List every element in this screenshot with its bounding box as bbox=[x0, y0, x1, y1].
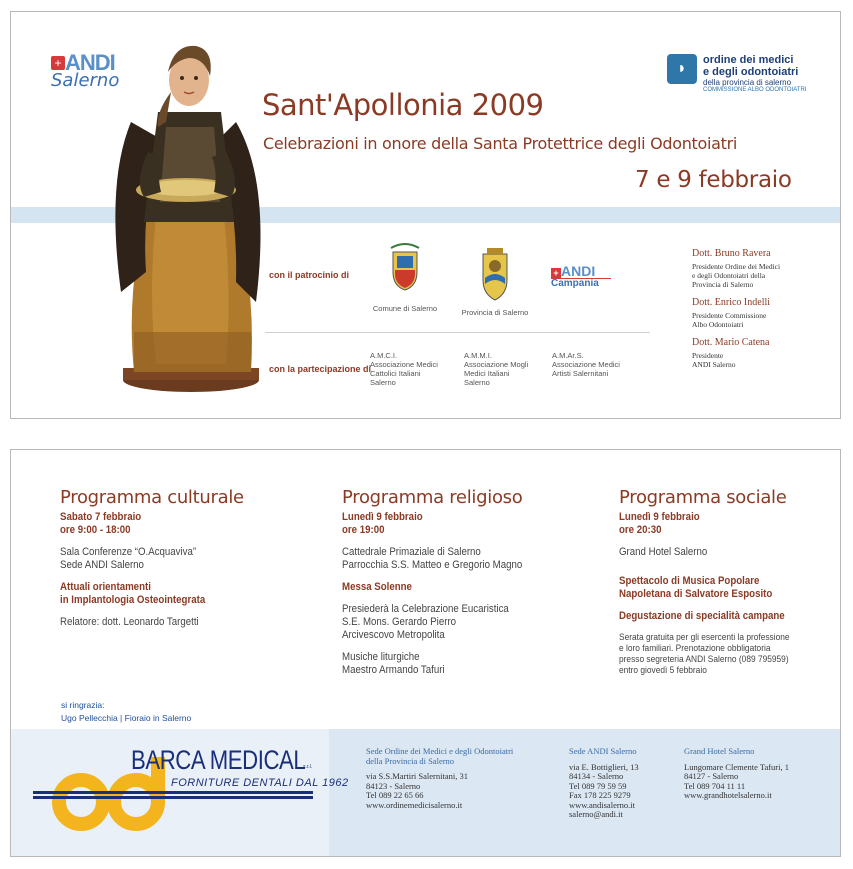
program-music: Maestro Armando Tafuri bbox=[342, 664, 445, 676]
program-cultural bbox=[60, 487, 244, 629]
signer-name: Dott. Mario Catena bbox=[692, 337, 770, 348]
address-line: Tel 089 79 59 59 bbox=[569, 780, 627, 791]
sponsor-stripes bbox=[33, 791, 313, 805]
provincia-salerno-name: Provincia di Salerno bbox=[461, 308, 529, 317]
program-presider: Arcivescovo Metropolita bbox=[342, 629, 445, 641]
divider-line bbox=[265, 332, 650, 333]
address-link[interactable]: www.andisalerno.it bbox=[569, 799, 636, 810]
andi-logo-city: Salerno bbox=[51, 70, 120, 91]
cross-icon: + bbox=[51, 56, 65, 70]
program-day: Lunedì 9 febbraio bbox=[342, 511, 423, 523]
comune-salerno-logo bbox=[365, 242, 445, 313]
program-time: ore 19:00 bbox=[342, 524, 385, 536]
andi-campania-logo bbox=[551, 264, 611, 294]
sponsor-suffix: s.r.l. bbox=[303, 764, 313, 770]
assoc-ammi-line: A.M.M.I. bbox=[464, 351, 492, 360]
ordine-medici-logo bbox=[667, 52, 837, 96]
address-link[interactable]: www.ordinemedicisalerno.it bbox=[366, 799, 463, 810]
andi-campania-brand: ANDI bbox=[561, 263, 596, 279]
program-speaker: Relatore: dott. Leonardo Targetti bbox=[60, 616, 199, 628]
signer-ravera bbox=[692, 248, 832, 289]
signer-indelli bbox=[692, 297, 832, 329]
program-religious bbox=[342, 487, 547, 677]
assoc-amars-line: A.M.Ar.S. bbox=[552, 351, 584, 360]
provincia-salerno-crest-icon bbox=[477, 248, 513, 302]
address-line: 84134 - Salerno bbox=[569, 771, 624, 781]
program-time: ore 9:00 - 18:00 bbox=[60, 524, 131, 536]
assoc-ammi-line: Medici Italiani bbox=[464, 369, 510, 378]
signer-role: Presidente Ordine dei Medici bbox=[692, 262, 781, 271]
participation-label: con la partecipazione di bbox=[269, 364, 372, 374]
address-line: Lungomare Clemente Tafuri, 1 bbox=[684, 761, 789, 772]
program-note: e loro familiari. Prenotazione obbligatoria bbox=[619, 643, 771, 654]
ordine-line-4: COMMISSIONE ALBO ODONTOIATRI bbox=[703, 87, 807, 93]
address-line: 84127 - Salerno bbox=[684, 771, 739, 781]
address-line: Fax 178 225 9279 bbox=[569, 790, 631, 800]
signer-name: Dott. Enrico Indelli bbox=[692, 297, 771, 308]
address-line: via S.S.Martiri Salernitani, 31 bbox=[366, 771, 468, 781]
thanks-label: si ringrazia: bbox=[61, 700, 105, 710]
program-social-title: Programma sociale bbox=[619, 487, 787, 508]
ordine-line-3: della provincia di salerno bbox=[703, 78, 792, 87]
assoc-amars-line: Artisti Salernitani bbox=[552, 369, 609, 378]
program-day: Sabato 7 febbraio bbox=[60, 511, 142, 523]
signer-role: Presidente bbox=[692, 351, 724, 360]
program-music: Musiche liturgiche bbox=[342, 651, 420, 663]
page-subtitle: Celebrazioni in onore della Santa Protettrice degli Odontoiatri bbox=[263, 134, 738, 153]
andi-logo-text: ANDI bbox=[65, 50, 115, 75]
address-hotel bbox=[684, 747, 789, 801]
ordine-line-2: e degli odontoiatri bbox=[703, 66, 799, 78]
program-topic: Attuali orientamenti bbox=[60, 581, 151, 593]
signers-list bbox=[692, 248, 832, 377]
signer-catena bbox=[692, 337, 832, 369]
program-tasting: Degustazione di specialità campane bbox=[619, 610, 785, 622]
signer-role: Presidente Commissione bbox=[692, 311, 767, 320]
assoc-amci-line: Cattolici Italiani bbox=[370, 369, 421, 378]
comune-salerno-crest-icon bbox=[385, 242, 425, 292]
signer-role: Provincia di Salerno bbox=[692, 280, 754, 289]
ordine-line-1: ordine dei medici bbox=[703, 54, 794, 66]
program-show: Spettacolo di Musica Popolare bbox=[619, 575, 760, 587]
assoc-amci-line: A.M.C.I. bbox=[370, 351, 398, 360]
address-line: Tel 089 22 65 66 bbox=[366, 790, 424, 800]
program-cultural-title: Programma culturale bbox=[60, 487, 244, 508]
patronage-label: con il patrocinio di bbox=[269, 270, 350, 280]
thanks-names: Ugo Pellecchia | Fioraio in Salerno bbox=[61, 713, 192, 723]
program-note: entro giovedì 5 febbraio bbox=[619, 665, 707, 676]
invitation-back bbox=[10, 449, 841, 857]
andi-campania-region: Campania bbox=[551, 278, 611, 289]
comune-salerno-name: Comune di Salerno bbox=[372, 304, 438, 313]
address-line: Tel 089 704 11 11 bbox=[684, 780, 746, 791]
program-place: Cattedrale Primaziale di Salerno bbox=[342, 546, 481, 558]
assoc-amars bbox=[552, 351, 620, 378]
signer-role: ANDI Salerno bbox=[692, 360, 736, 369]
andi-salerno-logo bbox=[51, 50, 135, 96]
assoc-ammi-line: Salerno bbox=[464, 378, 490, 387]
program-place: Sede ANDI Salerno bbox=[60, 559, 144, 571]
address-line: via E. Bottiglieri, 13 bbox=[569, 761, 639, 772]
program-topic: in Implantologia Osteointegrata bbox=[60, 594, 206, 606]
signer-name: Dott. Bruno Ravera bbox=[692, 248, 771, 259]
address-line: 84123 - Salerno bbox=[366, 780, 421, 791]
cross-icon: + bbox=[551, 268, 561, 278]
address-email[interactable]: salerno@andi.it bbox=[569, 809, 623, 819]
program-religious-title: Programma religioso bbox=[342, 487, 523, 508]
assoc-amci-line: Associazione Medici bbox=[370, 360, 438, 369]
provincia-salerno-logo bbox=[455, 248, 535, 317]
program-show: Napoletana di Salvatore Esposito bbox=[619, 588, 773, 600]
program-social bbox=[619, 487, 813, 676]
assoc-amars-line: Associazione Medici bbox=[552, 360, 620, 369]
event-dates: 7 e 9 febbraio bbox=[635, 167, 792, 193]
program-time: ore 20:30 bbox=[619, 524, 662, 536]
program-place: Grand Hotel Salerno bbox=[619, 546, 708, 558]
invitation-front bbox=[10, 11, 841, 419]
assoc-amci-line: Salerno bbox=[370, 378, 396, 387]
signer-role: Albo Odontoiatri bbox=[692, 320, 744, 329]
address-heading: della Provincia di Salerno bbox=[366, 755, 455, 766]
thanks-note bbox=[61, 699, 191, 725]
program-place: Sala Conferenze “O.Acquaviva” bbox=[60, 546, 197, 558]
program-place: Parrocchia S.S. Matteo e Gregorio Magno bbox=[342, 559, 523, 571]
assoc-ammi-line: Associazione Mogli bbox=[464, 360, 529, 369]
sponsor-panel bbox=[11, 729, 349, 856]
program-event: Messa Solenne bbox=[342, 581, 412, 593]
assoc-ammi bbox=[464, 351, 528, 387]
program-presider: S.E. Mons. Gerardo Pierro bbox=[342, 616, 457, 628]
address-heading: Grand Hotel Salerno bbox=[684, 746, 755, 756]
address-heading: Sede ANDI Salerno bbox=[569, 746, 637, 756]
sponsor-name: BARCA MEDICAL bbox=[131, 745, 306, 775]
address-link[interactable]: www.grandhotelsalerno.it bbox=[684, 790, 772, 800]
program-day: Lunedì 9 febbraio bbox=[619, 511, 700, 523]
address-andi bbox=[569, 747, 639, 820]
signer-role: e degli Odontoiatri della bbox=[692, 271, 766, 280]
program-note: presso segreteria ANDI Salerno (089 795959) bbox=[619, 654, 789, 665]
sponsor-tagline: FORNITURE DENTALI DAL 1962 bbox=[171, 777, 349, 789]
address-heading: Sede Ordine dei Medici e degli Odontoiatri bbox=[366, 746, 514, 756]
ordine-medici-mark-icon: ◗ bbox=[667, 54, 697, 84]
page-title: Sant'Apollonia 2009 bbox=[262, 88, 544, 122]
program-presider: Presiederà la Celebrazione Eucaristica bbox=[342, 603, 509, 615]
address-ordine bbox=[366, 747, 513, 810]
assoc-amci bbox=[370, 351, 438, 387]
program-note: Serata gratuita per gli esercenti la professione bbox=[619, 632, 790, 643]
